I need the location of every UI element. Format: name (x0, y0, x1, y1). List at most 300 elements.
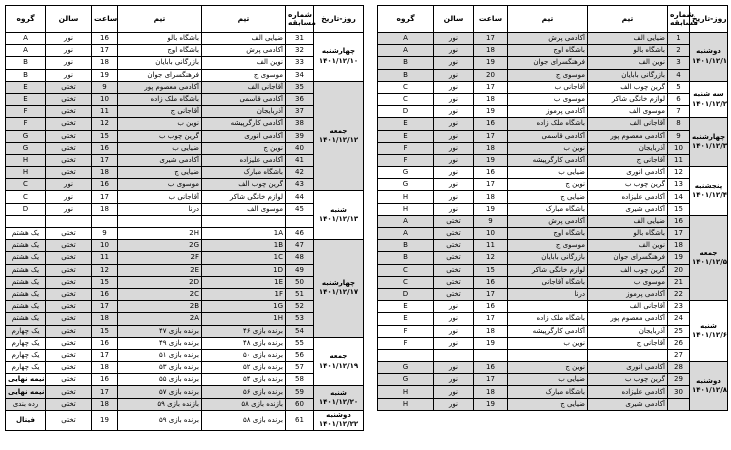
hall-cell: نور (434, 69, 474, 81)
table-row (6, 337, 364, 349)
time-cell: 18 (474, 386, 508, 398)
time-cell: 17 (92, 154, 118, 166)
team-1-cell: ضیایی الف (588, 33, 668, 45)
time-cell: 10 (92, 240, 118, 252)
group-cell: E (6, 93, 46, 105)
match-no-cell: 33 (286, 57, 314, 69)
team-1-cell: برنده بازی ۵۲ (202, 362, 286, 374)
team-2-cell: 2G (118, 240, 202, 252)
table-row (378, 179, 728, 191)
group-cell: C (378, 93, 434, 105)
match-no-cell: 7 (668, 106, 690, 118)
hall-cell: تختی (434, 215, 474, 227)
team-2-cell: ضیایی ب (508, 374, 588, 386)
team-1-cell: گرین چوب ب (588, 179, 668, 191)
group-cell: فینال (6, 410, 46, 430)
table-row (378, 118, 728, 130)
team-2-cell: باشگاه آقاجانی (508, 276, 588, 288)
group-cell: B (6, 69, 46, 81)
match-no-cell: 12 (668, 167, 690, 179)
group-cell: H (6, 154, 46, 166)
hall-cell: تختی (46, 106, 92, 118)
header-date: روز-تاریخ (314, 6, 364, 33)
match-no-cell: 17 (668, 228, 690, 240)
header-date: روز-تاریخ (690, 6, 728, 33)
match-no-cell: 52 (286, 301, 314, 313)
match-no-cell: 42 (286, 167, 314, 179)
time-cell: 19 (474, 154, 508, 166)
team-2-cell: فرهنگسرای جوان (508, 57, 588, 69)
team-1-cell: آکادمی کارگرپیشه (202, 118, 286, 130)
group-cell: C (378, 276, 434, 288)
group-cell: یک هشتم (6, 228, 46, 240)
group-cell: F (6, 118, 46, 130)
group-cell: H (378, 191, 434, 203)
team-2-cell: باشگاه اوج (508, 228, 588, 240)
match-no-cell: 25 (668, 325, 690, 337)
match-no-cell: 19 (668, 252, 690, 264)
match-no-cell: 50 (286, 276, 314, 288)
table-row (378, 33, 728, 45)
match-no-cell: 3 (668, 57, 690, 69)
table-row (378, 276, 728, 288)
match-no-cell: 53 (286, 313, 314, 325)
team-1-cell: آکادمی انوری (202, 130, 286, 142)
match-no-cell: 51 (286, 288, 314, 300)
time-cell: 16 (474, 276, 508, 288)
group-cell: E (378, 130, 434, 142)
table-row (378, 69, 728, 81)
table-row (378, 228, 728, 240)
header-time: ساعت (92, 6, 118, 33)
time-cell: 15 (92, 276, 118, 288)
match-no-cell: 22 (668, 288, 690, 300)
team-1-cell: آکادمی شیری (588, 203, 668, 215)
team-1-cell: 1C (202, 252, 286, 264)
time-cell: 17 (474, 313, 508, 325)
left-schedule-table (5, 5, 364, 431)
team-2-cell: ضیایی ب (508, 167, 588, 179)
hall-cell: نور (434, 191, 474, 203)
group-cell: F (378, 325, 434, 337)
group-cell: B (378, 240, 434, 252)
group-cell: H (378, 203, 434, 215)
day-date-cell: شنبه ۱۴۰۱/۱۲/۱۳ (314, 191, 364, 240)
match-no-cell: 48 (286, 252, 314, 264)
match-no-cell: 46 (286, 228, 314, 240)
time-cell: 18 (92, 398, 118, 410)
team-1-cell: 1B (202, 240, 286, 252)
group-cell: D (378, 288, 434, 300)
team-2-cell: 2C (118, 288, 202, 300)
match-no-cell: 54 (286, 325, 314, 337)
right-schedule-table (377, 5, 728, 411)
time-cell: 19 (92, 69, 118, 81)
match-no-cell: 27 (668, 349, 690, 361)
table-row (6, 179, 364, 191)
match-no-cell: 26 (668, 337, 690, 349)
table-row (6, 93, 364, 105)
time-cell: 16 (92, 374, 118, 386)
team-2-cell: آقاجانی ج (118, 106, 202, 118)
day-date-cell: چهارشنبه ۱۴۰۱/۱۲/۳ (690, 118, 728, 167)
hall-cell: نور (434, 142, 474, 154)
team-1-cell: بازرگانی بابایان (588, 69, 668, 81)
match-no-cell: 13 (668, 179, 690, 191)
table-row (378, 362, 728, 374)
team-2-cell: باشگاه اوج (508, 45, 588, 57)
header-match-no: شماره مسابقه (668, 6, 690, 33)
match-no-cell: 36 (286, 93, 314, 105)
group-cell: یک چهارم (6, 349, 46, 361)
table-row (378, 81, 728, 93)
team-1-cell: آقاجانی الف (202, 81, 286, 93)
hall-cell: تختی (46, 154, 92, 166)
hall-cell: تختی (46, 118, 92, 130)
time-cell: 16 (474, 118, 508, 130)
hall-cell: تختی (434, 228, 474, 240)
match-no-cell: 18 (668, 240, 690, 252)
table-row (6, 228, 364, 240)
day-date-cell: دوشنبه ۱۴۰۱/۱۲/۸ (690, 362, 728, 411)
time-cell: 18 (474, 325, 508, 337)
hall-cell: نور (46, 203, 92, 215)
match-no-cell: 60 (286, 398, 314, 410)
hall-cell: تختی (46, 93, 92, 105)
time-cell: 17 (92, 386, 118, 398)
time-cell: 18 (92, 57, 118, 69)
team-2-cell: 2A (118, 313, 202, 325)
hall-cell: تختی (46, 276, 92, 288)
hall-cell: تختی (46, 81, 92, 93)
group-cell: F (6, 106, 46, 118)
team-1-cell: برنده بازی ۴۸ (202, 337, 286, 349)
team-1-cell: بازنده بازی ۵۸ (202, 398, 286, 410)
table-row (6, 118, 364, 130)
team-2-cell: لوازم خانگی شاکر (508, 264, 588, 276)
time-cell: 18 (474, 142, 508, 154)
team-1-cell: آکادمی شیری (588, 398, 668, 410)
hall-cell: نور (434, 386, 474, 398)
table-row (378, 325, 728, 337)
table-row (6, 349, 364, 361)
team-1-cell: 1H (202, 313, 286, 325)
team-1-cell: 1A (202, 228, 286, 240)
team-2-cell: برنده بازی ۵۹ (118, 410, 202, 430)
hall-cell: تختی (46, 325, 92, 337)
group-cell: H (378, 398, 434, 410)
table-row (6, 130, 364, 142)
team-2-cell: موسوی ج (508, 69, 588, 81)
team-1-cell: لوازم خانگی شاکر (588, 93, 668, 105)
time-cell: 20 (474, 69, 508, 81)
group-cell: رده بندی (6, 398, 46, 410)
team-1-cell: موسوی الف (202, 203, 286, 215)
group-cell: C (6, 179, 46, 191)
team-1-cell: آکادمی پرش (202, 45, 286, 57)
hall-cell: نور (46, 45, 92, 57)
group-cell: نیمه نهایی (6, 374, 46, 386)
team-2-cell: بازرگانی بابایان (508, 252, 588, 264)
table-row (6, 191, 364, 203)
table-row (6, 57, 364, 69)
match-no-cell: 41 (286, 154, 314, 166)
table-row (378, 374, 728, 386)
match-no-cell: 32 (286, 45, 314, 57)
team-1-cell: فرهنگسرای جوان (588, 252, 668, 264)
time-cell: 10 (474, 228, 508, 240)
day-date-cell: دوشنبه ۱۴۰۱/۱۲/۱ (690, 33, 728, 82)
team-2-cell: برنده بازی ۵۵ (118, 374, 202, 386)
team-1-cell: گرین چوب الف (588, 264, 668, 276)
hall-cell: تختی (46, 167, 92, 179)
match-no-cell: 15 (668, 203, 690, 215)
hall-cell: نور (434, 154, 474, 166)
match-no-cell: 28 (668, 362, 690, 374)
group-cell (6, 215, 46, 227)
match-no-cell: 1 (668, 33, 690, 45)
team-2-cell: باشگاه ملک زاده (508, 118, 588, 130)
table-row (6, 203, 364, 215)
table-row (378, 288, 728, 300)
hall-cell: تختی (46, 386, 92, 398)
header-group: گروه (378, 6, 434, 33)
team-2-cell: ضیایی ج (118, 167, 202, 179)
match-no-cell: 38 (286, 118, 314, 130)
hall-cell (434, 349, 474, 361)
hall-cell: تختی (46, 264, 92, 276)
time-cell: 19 (474, 398, 508, 410)
team-1-cell: نوین الف (588, 240, 668, 252)
table-row (378, 337, 728, 349)
team-2-cell: برنده بازی ۵۱ (118, 349, 202, 361)
table-row (378, 398, 728, 410)
team-2-cell: نوین ب (508, 337, 588, 349)
hall-cell: تختی (46, 374, 92, 386)
team-1-cell: گرین چوب الف (588, 81, 668, 93)
team-2-cell: نوین ب (118, 118, 202, 130)
group-cell: A (378, 33, 434, 45)
table-row (378, 167, 728, 179)
table-row (6, 45, 364, 57)
day-date-cell: شنبه ۱۴۰۱/۱۲/۲۰ (314, 386, 364, 410)
table-row (6, 252, 364, 264)
time-cell: 18 (474, 191, 508, 203)
table-row (378, 130, 728, 142)
hall-cell: تختی (46, 252, 92, 264)
team-1-cell: آکادمی معصوم پور (588, 313, 668, 325)
match-no-cell: 35 (286, 81, 314, 93)
team-2-cell: آکادمی کارگرپیشه (508, 154, 588, 166)
team-2-cell: آکادمی پرش (508, 215, 588, 227)
team-1-cell: آکادمی قاسمی (202, 93, 286, 105)
hall-cell: تختی (46, 362, 92, 374)
match-no-cell: 47 (286, 240, 314, 252)
team-1-cell: آکادمی انوری (588, 167, 668, 179)
time-cell: 12 (474, 252, 508, 264)
hall-cell: نور (434, 167, 474, 179)
group-cell: G (378, 374, 434, 386)
match-no-cell (668, 398, 690, 410)
team-1-cell: گرین چوب الف (202, 179, 286, 191)
time-cell: 17 (92, 301, 118, 313)
team-1-cell: برنده بازی ۴۶ (202, 325, 286, 337)
hall-cell: تختی (434, 252, 474, 264)
hall-cell: نور (46, 33, 92, 45)
team-1-cell: آکادمی علیزاده (202, 154, 286, 166)
group-cell: یک چهارم (6, 337, 46, 349)
match-no-cell: 30 (668, 386, 690, 398)
team-1-cell: آکادمی معصوم پور (588, 130, 668, 142)
table-row (6, 374, 364, 386)
group-cell: یک هشتم (6, 313, 46, 325)
group-cell: یک هشتم (6, 240, 46, 252)
header-team-2: تیم (508, 6, 588, 33)
table-row (6, 325, 364, 337)
team-2-cell: آقاجانی ب (118, 191, 202, 203)
match-no-cell: 24 (668, 313, 690, 325)
team-2-cell: باشگاه بالو (118, 33, 202, 45)
time-cell: 17 (474, 81, 508, 93)
team-1-cell: آقاجانی ج (588, 337, 668, 349)
group-cell: یک چهارم (6, 325, 46, 337)
table-row (378, 93, 728, 105)
team-2-cell: برنده بازی ۵۳ (118, 362, 202, 374)
hall-cell: نور (434, 325, 474, 337)
match-no-cell: 21 (668, 276, 690, 288)
match-no-cell: 23 (668, 301, 690, 313)
hall-cell: نور (46, 69, 92, 81)
time-cell: 19 (474, 106, 508, 118)
table-row (378, 57, 728, 69)
team-2-cell: باشگاه مبارک (508, 386, 588, 398)
team-1-cell: برنده بازی ۵۰ (202, 349, 286, 361)
table-row (378, 264, 728, 276)
time-cell: 16 (92, 33, 118, 45)
team-1-cell: آکادمی علیزاده (588, 386, 668, 398)
header-group: گروه (6, 6, 46, 33)
match-no-cell: 4 (668, 69, 690, 81)
time-cell: 16 (92, 179, 118, 191)
day-date-cell: دوشنبه ۱۴۰۱/۱۲/۲۲ (314, 410, 364, 430)
table-row (378, 203, 728, 215)
time-cell: 11 (474, 240, 508, 252)
hall-cell: نور (434, 313, 474, 325)
team-1-cell: آکادمی پرموز (588, 288, 668, 300)
header-team-2: تیم (118, 6, 202, 33)
team-2-cell: 2F (118, 252, 202, 264)
team-1-cell: موسوی الف (588, 106, 668, 118)
team-2-cell: آکادمی پرش (508, 33, 588, 45)
time-cell: 16 (92, 337, 118, 349)
time-cell: 16 (474, 362, 508, 374)
group-cell: A (378, 215, 434, 227)
time-cell: 18 (92, 203, 118, 215)
team-1-cell: آقاجانی الف (588, 301, 668, 313)
hall-cell: نور (434, 203, 474, 215)
match-no-cell (286, 215, 314, 227)
team-2-cell (508, 301, 588, 313)
group-cell: B (378, 57, 434, 69)
match-no-cell: 2 (668, 45, 690, 57)
team-2-cell: بازنده بازی ۵۹ (118, 398, 202, 410)
team-2-cell (508, 349, 588, 361)
time-cell: 17 (474, 374, 508, 386)
group-cell: G (6, 142, 46, 154)
time-cell: 17 (474, 130, 508, 142)
team-1-cell (588, 349, 668, 361)
match-no-cell: 40 (286, 142, 314, 154)
group-cell: E (6, 81, 46, 93)
table-row (6, 167, 364, 179)
hall-cell: تختی (46, 410, 92, 430)
time-cell: 12 (92, 118, 118, 130)
time-cell: 17 (474, 179, 508, 191)
table-row (6, 81, 364, 93)
table-row (6, 69, 364, 81)
header-row (6, 6, 364, 33)
table-row (378, 215, 728, 227)
hall-cell: نور (434, 106, 474, 118)
table-row (6, 276, 364, 288)
day-date-cell: چهارشنبه ۱۴۰۱/۱۲/۱۷ (314, 240, 364, 338)
match-no-cell: 29 (668, 374, 690, 386)
day-date-cell: پنجشنبه ۱۴۰۱/۱۲/۴ (690, 167, 728, 216)
group-cell: A (6, 45, 46, 57)
time-cell: 15 (474, 264, 508, 276)
team-1-cell: نوین الف (202, 57, 286, 69)
hall-cell: نور (434, 398, 474, 410)
header-team-1: تیم (202, 6, 286, 33)
match-no-cell: 55 (286, 337, 314, 349)
time-cell: 11 (92, 252, 118, 264)
team-2-cell: نوین ب (508, 142, 588, 154)
hall-cell: نور (434, 337, 474, 349)
match-no-cell: 14 (668, 191, 690, 203)
table-row (378, 154, 728, 166)
team-1-cell: آکادمی علیزاده (588, 191, 668, 203)
team-2-cell: آکادمی پرموز (508, 106, 588, 118)
team-1-cell: آذربایجان (588, 325, 668, 337)
time-cell: 17 (474, 33, 508, 45)
team-2-cell: موسوی ج (508, 240, 588, 252)
team-1-cell: ضیایی الف (588, 215, 668, 227)
time-cell: 17 (92, 349, 118, 361)
time-cell (474, 349, 508, 361)
match-no-cell: 11 (668, 154, 690, 166)
group-cell: یک هشتم (6, 288, 46, 300)
table-row (378, 45, 728, 57)
team-1-cell: آذربایجان (588, 142, 668, 154)
team-2-cell: باشگاه ملک زاده (118, 93, 202, 105)
match-no-cell: 57 (286, 362, 314, 374)
team-1-cell: نوین ج (202, 142, 286, 154)
match-no-cell: 10 (668, 142, 690, 154)
team-1-cell: آقاجانی الف (588, 118, 668, 130)
team-2-cell: باشگاه ملک زاده (508, 313, 588, 325)
hall-cell: تختی (434, 288, 474, 300)
team-2-cell: باشگاه اوج (118, 45, 202, 57)
hall-cell: نور (46, 191, 92, 203)
match-no-cell: 56 (286, 349, 314, 361)
time-cell: 18 (474, 93, 508, 105)
group-cell: یک هشتم (6, 252, 46, 264)
hall-cell (46, 215, 92, 227)
team-1-cell: برنده بازی ۵۶ (202, 386, 286, 398)
table-row (378, 386, 728, 398)
team-2-cell: آکادمی معصوم پور (118, 81, 202, 93)
table-row (6, 33, 364, 45)
